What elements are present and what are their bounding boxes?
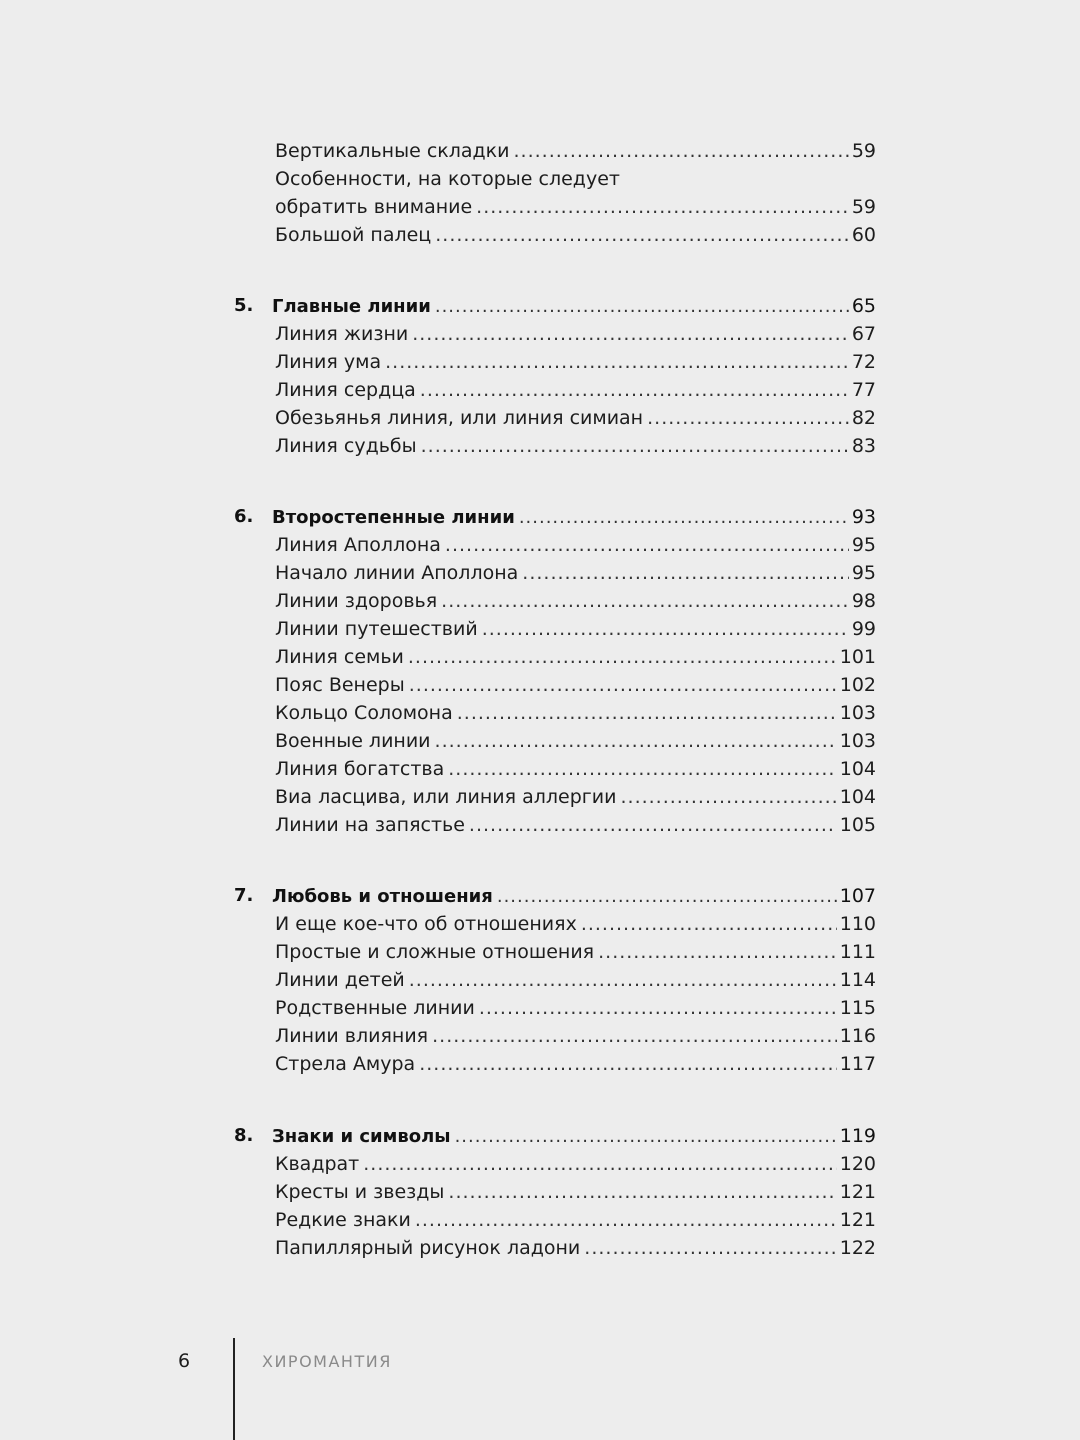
toc-entry-page: 120 [839,1153,876,1175]
toc-entry-title: Простые и сложные отношения [275,941,595,963]
toc-entry-title: Линии на запястье [275,814,465,836]
toc-entry-page: 82 [851,407,876,429]
chapter-number: 5. [234,295,254,316]
toc-entry[interactable] [275,348,876,376]
dot-leader [522,559,849,587]
toc-entry-page: 60 [851,224,876,246]
toc-entry-page: 104 [839,758,876,780]
toc-entry[interactable] [275,615,876,643]
chapter-number: 7. [234,885,254,906]
toc-entry[interactable] [275,643,876,671]
dot-leader [469,811,837,839]
toc-chapter[interactable] [234,292,876,320]
toc-entry-title: Пояс Венеры [275,674,405,696]
toc-entry[interactable] [275,727,876,755]
toc-entry-page: 77 [851,379,876,401]
toc-entry-title: Стрела Амура [275,1053,416,1075]
chapter-number: 8. [234,1125,254,1146]
toc-entry-page: 59 [851,140,876,162]
toc-entry-title: Линия жизни [275,323,409,345]
toc-entry-title: Линии путешествий [275,618,478,640]
toc-entry-page: 83 [851,435,876,457]
dot-leader [584,1234,836,1262]
toc-entry-page: 103 [839,730,876,752]
toc-entry-title: Виа ласцива, или линия аллергии [275,786,617,808]
dot-leader [409,671,837,699]
toc-entry[interactable] [275,1234,876,1262]
toc-entry-title: Редкие знаки [275,1209,411,1231]
chapter-page: 107 [839,885,876,907]
toc-entry[interactable] [275,1050,876,1078]
dot-leader [647,404,849,432]
toc-entry-page: 121 [839,1181,876,1203]
toc-entry-page: 95 [851,534,876,556]
toc-entry-title: Особенности, на которые следует [275,168,620,190]
toc-entry[interactable] [275,994,876,1022]
dot-leader [363,1150,836,1178]
toc-entry-title: Большой палец [275,224,432,246]
toc-entry-title: Линия семьи [275,646,404,668]
dot-leader [479,994,837,1022]
toc-entry-page: 111 [839,941,876,963]
toc-entry[interactable] [275,671,876,699]
chapter-page: 93 [851,506,876,528]
toc-entry-title: Линия богатства [275,758,445,780]
toc-entry-title: Начало линии Аполлона [275,562,519,584]
dot-leader [448,755,836,783]
chapter-title: Второстепенные линии [272,507,515,528]
toc-entry-title: Линии детей [275,969,405,991]
toc-entry[interactable] [275,137,876,165]
toc-entry-title: Линия судьбы [275,435,417,457]
toc-entry-page: 99 [851,618,876,640]
dot-leader [412,320,849,348]
dot-leader [482,615,849,643]
chapter-page: 119 [839,1125,876,1147]
toc-entry-page: 67 [851,323,876,345]
dot-leader [420,376,849,404]
footer-divider [233,1338,235,1440]
toc-entry[interactable] [275,193,876,221]
toc-entry[interactable] [275,1022,876,1050]
toc-entry-title: Родственные линии [275,997,475,1019]
toc-entry[interactable] [275,783,876,811]
toc-entry[interactable] [275,1150,876,1178]
toc-entry[interactable] [275,587,876,615]
toc-entry-title: Линии здоровья [275,590,438,612]
page-number: 6 [178,1350,191,1372]
dot-leader [432,1022,837,1050]
toc-entry[interactable] [275,531,876,559]
dot-leader [435,293,849,321]
toc-entry-page: 114 [839,969,876,991]
dot-leader [448,1178,836,1206]
dot-leader [598,938,837,966]
toc-entry-page: 116 [839,1025,876,1047]
toc-entry[interactable] [275,432,876,460]
toc-entry[interactable] [275,376,876,404]
toc-entry-page: 98 [851,590,876,612]
toc-entry[interactable] [275,1206,876,1234]
toc-entry-title: Кресты и звезды [275,1181,445,1203]
running-title: ХИРОМАНТИЯ [262,1352,392,1371]
toc-entry-page: 72 [851,351,876,373]
toc-entry[interactable] [275,811,876,839]
toc-entry-page: 115 [839,997,876,1019]
dot-leader [620,783,836,811]
toc-entry[interactable] [275,755,876,783]
toc-entry-title: Квадрат [275,1153,360,1175]
chapter-title: Любовь и отношения [272,886,493,907]
dot-leader [497,883,837,911]
chapter-title: Знаки и символы [272,1126,451,1147]
toc-entry-page: 101 [839,646,876,668]
toc-entry-title: Линия Аполлона [275,534,441,556]
dot-leader [455,1123,837,1151]
toc-entry-title: Военные линии [275,730,431,752]
toc-chapter[interactable] [234,882,876,910]
toc-entry-title: Линия ума [275,351,382,373]
toc-entry-page: 104 [839,786,876,808]
dot-leader [514,137,849,165]
dot-leader [415,1206,837,1234]
toc-entry-title: Вертикальные складки [275,140,510,162]
toc-entry[interactable] [275,221,876,249]
toc-entry-page: 59 [851,196,876,218]
toc-entry-page: 122 [839,1237,876,1259]
toc-entry-title: Обезьянья линия, или линия симиан [275,407,644,429]
toc-entry-page: 121 [839,1209,876,1231]
dot-leader [419,1050,837,1078]
toc-entry[interactable] [275,699,876,727]
toc-entry[interactable] [275,559,876,587]
toc-entry[interactable] [275,966,876,994]
dot-leader [435,221,849,249]
toc-entry[interactable] [275,910,876,938]
dot-leader [408,643,837,671]
toc-entry[interactable] [275,938,876,966]
dot-leader [441,587,849,615]
toc-entry[interactable] [275,165,876,193]
dot-leader [581,910,837,938]
dot-leader [457,699,837,727]
chapter-page: 65 [851,295,876,317]
toc-entry-page: 105 [839,814,876,836]
dot-leader [385,348,849,376]
toc-entry-title: Линии влияния [275,1025,429,1047]
toc-entry-title: Линия сердца [275,379,416,401]
dot-leader [435,727,837,755]
toc-entry[interactable] [275,320,876,348]
dot-leader [445,531,849,559]
toc-entry-title: Кольцо Соломона [275,702,453,724]
toc-entry-page: 117 [839,1053,876,1075]
toc-entry-page: 95 [851,562,876,584]
toc-entry-page: 102 [839,674,876,696]
dot-leader [476,193,849,221]
toc-entry-title: обратить внимание [275,196,473,218]
toc-chapter[interactable] [234,503,876,531]
dot-leader [409,966,837,994]
toc-entry[interactable] [275,404,876,432]
dot-leader [519,504,849,532]
toc-entry-page: 110 [839,913,876,935]
toc-entry-title: И еще кое-что об отношениях [275,913,577,935]
toc-chapter[interactable] [234,1122,876,1150]
toc-entry-title: Папиллярный рисунок ладони [275,1237,581,1259]
chapter-title: Главные линии [272,296,431,317]
toc-entry[interactable] [275,1178,876,1206]
chapter-number: 6. [234,506,254,527]
toc-entry-page: 103 [839,702,876,724]
dot-leader [421,432,849,460]
